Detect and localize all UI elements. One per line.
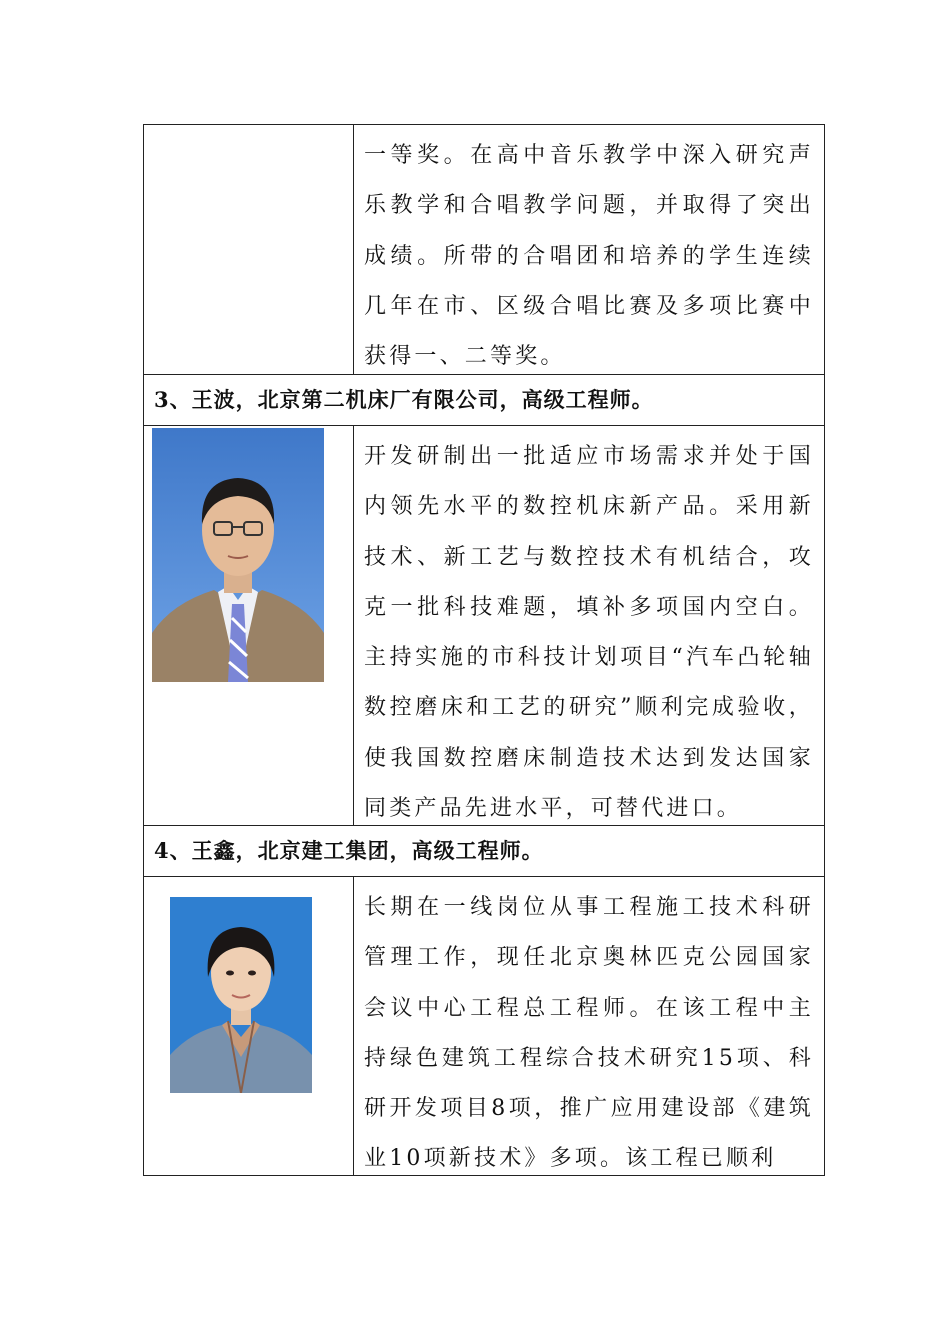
person3-heading: 3、王波，北京第二机床厂有限公司，高级工程师。 [154, 387, 654, 412]
person3-detail-row [143, 426, 825, 826]
person3-description: 开发研制出一批适应市场需求并处于国内领先水平的数控机床新产品。采用新技术、新工艺与数控技术有机结合，攻克一批科技难题，填补多项国内空白。主持实施的市科技计划项目“汽车凸轮轴数控磨床和工艺的研究”顺利完成验收，使我国数控磨床制造技术达到发达国家同类产品先进水平，可替代进口。 [364, 444, 814, 822]
person3-photo-cell [144, 426, 354, 825]
continuation-text-cell [354, 125, 824, 382]
person4-description: 长期在一线岗位从事工程施工技术科研管理工作，现任北京奥林匹克公园国家会议中心工程总工程师。在该工程中主持绿色建筑工程综合技术研究15项、科研开发项目8项，推广应用建设部《建筑业10项新技术》多项。该工程已顺利 [364, 895, 814, 1172]
person4-photo [170, 897, 312, 1093]
person4-photo-cell [144, 877, 354, 1175]
continuation-paragraph: 一等奖。在高中音乐教学中深入研究声乐教学和合唱教学问题，并取得了突出成绩。所带的合唱团和培养的学生连续几年在市、区级合唱比赛及多项比赛中获得一、二等奖。 [364, 143, 814, 370]
empty-photo-cell [144, 125, 354, 374]
person3-text-cell [354, 426, 824, 834]
person4-detail-row [143, 877, 825, 1176]
person3-heading-row [143, 375, 825, 426]
person4-heading: 4、王鑫，北京建工集团，高级工程师。 [154, 838, 544, 863]
continuation-row [143, 124, 825, 375]
person4-text-cell [354, 877, 824, 1185]
award-table [143, 124, 825, 1176]
person4-heading-row [143, 826, 825, 877]
person3-photo [152, 428, 324, 682]
